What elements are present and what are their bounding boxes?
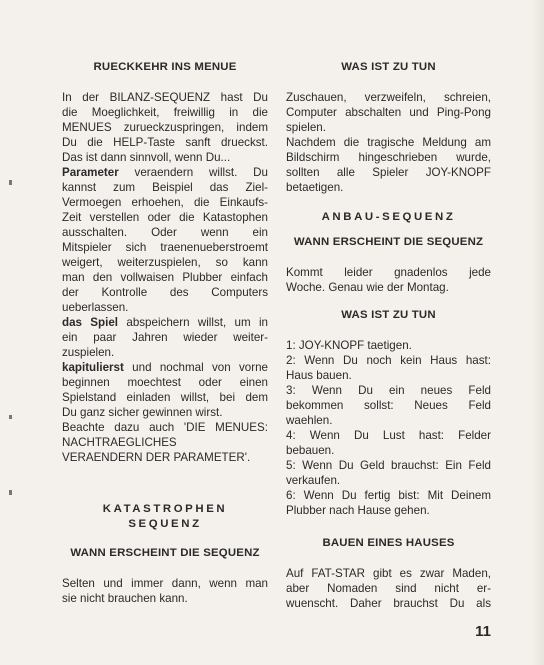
heading-was-ist-zu-tun: WAS IST ZU TUN	[341, 61, 436, 73]
heading-wann-erscheint: WANN ERSCHEINT DIE SEQUENZ	[70, 547, 260, 559]
list-item: 1: JOY-KNOPF taetigen.	[286, 339, 412, 352]
page-edge	[532, 0, 544, 665]
margin-mark	[9, 490, 12, 495]
paragraph-zuschauen: Zuschauen, verzweifeln, schreien, Computer abschalten und Ping-Pong spielen. Nachdem die tragische Meldung am Bildschirm hingeschrieben wurde, sollten alle Spieler JOY-KNOPF betaetigen.	[286, 91, 491, 194]
margin-mark	[9, 180, 12, 185]
paragraph-parameter: Parameter veraendern willst. Du kannst zum Beispiel das Ziel- Vermoegen erhoehen, die Einkaufs- Zeit verstellen oder die Katastophen ausschalten. Oder wenn ein Mitspieler sich traenenueberstroemt weigert, weiterzuspielen, so kann man den vollwaisen Plubber einfach der Kontrolle des Computers ueberlassen.	[62, 166, 268, 314]
heading-wann-erscheint-anbau: WANN ERSCHEINT DIE SEQUENZ	[293, 236, 484, 248]
list-item: 2: Wenn Du noch kein Haus hast: Haus bauen.	[286, 354, 491, 382]
paragraph-beachte: Beachte dazu auch 'DIE MENUES: NACHTRAEGLICHES VERAENDERN DER PARAMETER'.	[62, 421, 268, 464]
right-column	[286, 60, 491, 611]
heading-was-ist-zu-tun-2: WAS IST ZU TUN	[341, 309, 436, 321]
list-item: 5: Wenn Du Geld brauchst: Ein Feld verkaufen.	[286, 459, 491, 487]
list-item: 4: Wenn Du Lust hast: Felder bebauen.	[286, 429, 491, 457]
list-item: 6: Wenn Du fertig bist: Mit Deinem Plubber nach Hause gehen.	[286, 489, 491, 517]
steps-list	[286, 338, 491, 518]
paragraph-selten: Selten und immer dann, wenn man sie nicht brauchen kann.	[62, 577, 268, 605]
paragraph-spiel: das Spiel abspeichern willst, um in ein paar Jahren wieder weiter- zuspielen.	[62, 316, 268, 359]
list-item: 3: Wenn Du ein neues Feld bekommen sollst: Neues Feld waehlen.	[286, 384, 491, 427]
heading-bauen-eines-hauses: BAUEN EINES HAUSES	[322, 537, 455, 549]
paragraph-kommt-leider: Kommt leider gnadenlos jede Woche. Genau wie der Montag.	[286, 266, 491, 294]
heading-rueckkehr: RUECKKEHR INS MENUE	[93, 61, 237, 73]
paragraph-kapitulierst: kapitulierst und nochmal von vorne beginnen moechtest oder einen Spielstand einladen willst, bei dem Du ganz sicher gewinnen wirst.	[62, 361, 268, 419]
margin-mark	[9, 415, 12, 419]
paragraph-bilanz: In der BILANZ-SEQUENZ hast Du die Moeglichkeit, freiwillig in die MENUES zurueckzuspringen, indem Du die HELP-Taste sanft drueckst. Das ist dann sinnvoll, wenn Du...	[62, 91, 268, 164]
heading-sequenz: SEQUENZ	[128, 518, 202, 530]
paragraph-fat-star: Auf FAT-STAR gibt es zwar Maden, aber Nomaden sind nicht er- wuenscht. Daher brauchst Du als	[286, 567, 491, 610]
left-column	[62, 60, 268, 606]
heading-katastrophen: KATASTROPHEN	[102, 503, 228, 515]
page-number: 11	[475, 623, 491, 640]
heading-anbau-sequenz: ANBAU-SEQUENZ	[321, 211, 456, 223]
